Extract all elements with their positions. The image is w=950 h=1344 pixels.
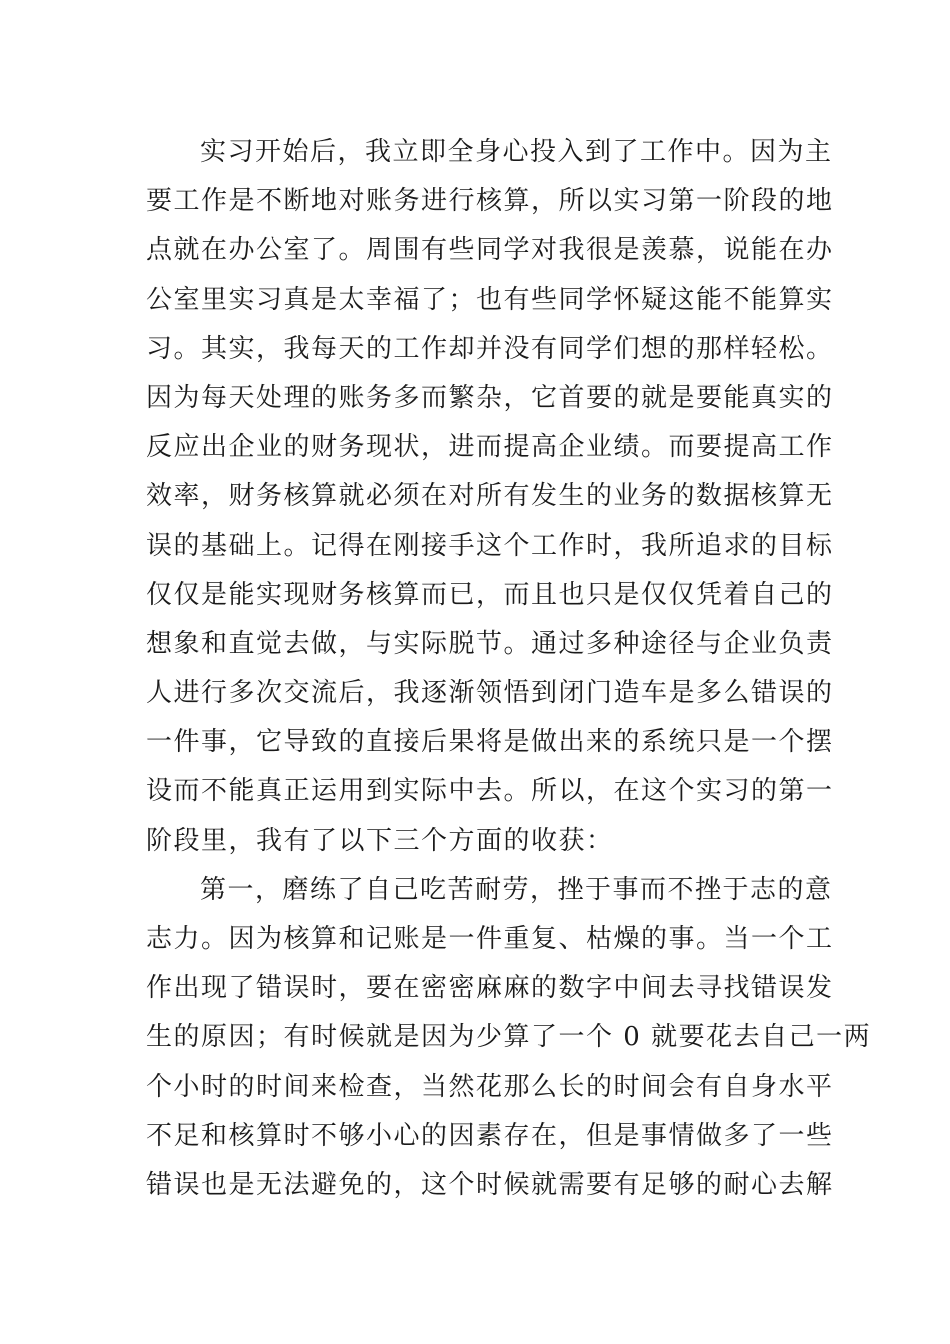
text-line: 个小时的时间来检查，当然花那么长的时间会有自身水平: [146, 1071, 834, 1102]
text-line: 因为每天处理的账务多而繁杂，它首要的就是要能真实的: [146, 382, 834, 413]
text-line: 志力。因为核算和记账是一件重复、枯燥的事。当一个工: [146, 924, 834, 954]
text-line: 第一，磨练了自己吃苦耐劳，挫于事而不挫于志的意: [200, 874, 833, 905]
text-line: 仅仅是能实现财务核算而已，而且也只是仅仅凭着自己的: [146, 579, 834, 610]
body-text: [146, 128, 872, 1210]
text-line: 阶段里，我有了以下三个方面的收获：: [146, 825, 614, 856]
text-line: 一件事，它导致的直接后果将是做出来的系统只是一个摆: [146, 727, 834, 758]
text-line: 作出现了错误时，要在密密麻麻的数字中间去寻找错误发: [146, 973, 834, 1004]
paragraph: [146, 866, 872, 1210]
text-line: 误的基础上。记得在刚接手这个工作时，我所追求的目标: [146, 530, 834, 561]
text-line: 点就在办公室了。周围有些同学对我很是羡慕，说能在办: [146, 235, 834, 266]
text-line: 习。其实，我每天的工作却并没有同学们想的那样轻松。: [146, 333, 834, 364]
text-line: 想象和直觉去做，与实际脱节。通过多种途径与企业负责: [146, 628, 834, 659]
paragraph: [146, 128, 834, 866]
text-line: 错误也是无法避免的，这个时候就需要有足够的耐心去解: [146, 1169, 834, 1200]
text-line: 实习开始后，我立即全身心投入到了工作中。因为主: [200, 137, 833, 167]
text-line: 生的原因；有时候就是因为少算了一个 0 就要花去自己一两: [146, 1022, 872, 1053]
text-line: 不足和核算时不够小心的因素存在，但是事情做多了一些: [146, 1120, 834, 1151]
text-line: 效率，财务核算就必须在对所有发生的业务的数据核算无: [146, 481, 834, 512]
text-line: 设而不能真正运用到实际中去。所以，在这个实习的第一: [146, 776, 834, 807]
text-line: 公室里实习真是太幸福了；也有些同学怀疑这能不能算实: [146, 284, 834, 315]
text-line: 人进行多次交流后，我逐渐领悟到闭门造车是多么错误的: [146, 678, 834, 709]
text-line: 反应出企业的财务现状，进而提高企业绩。而要提高工作: [146, 432, 834, 463]
text-line: 要工作是不断地对账务进行核算，所以实习第一阶段的地: [146, 186, 834, 217]
